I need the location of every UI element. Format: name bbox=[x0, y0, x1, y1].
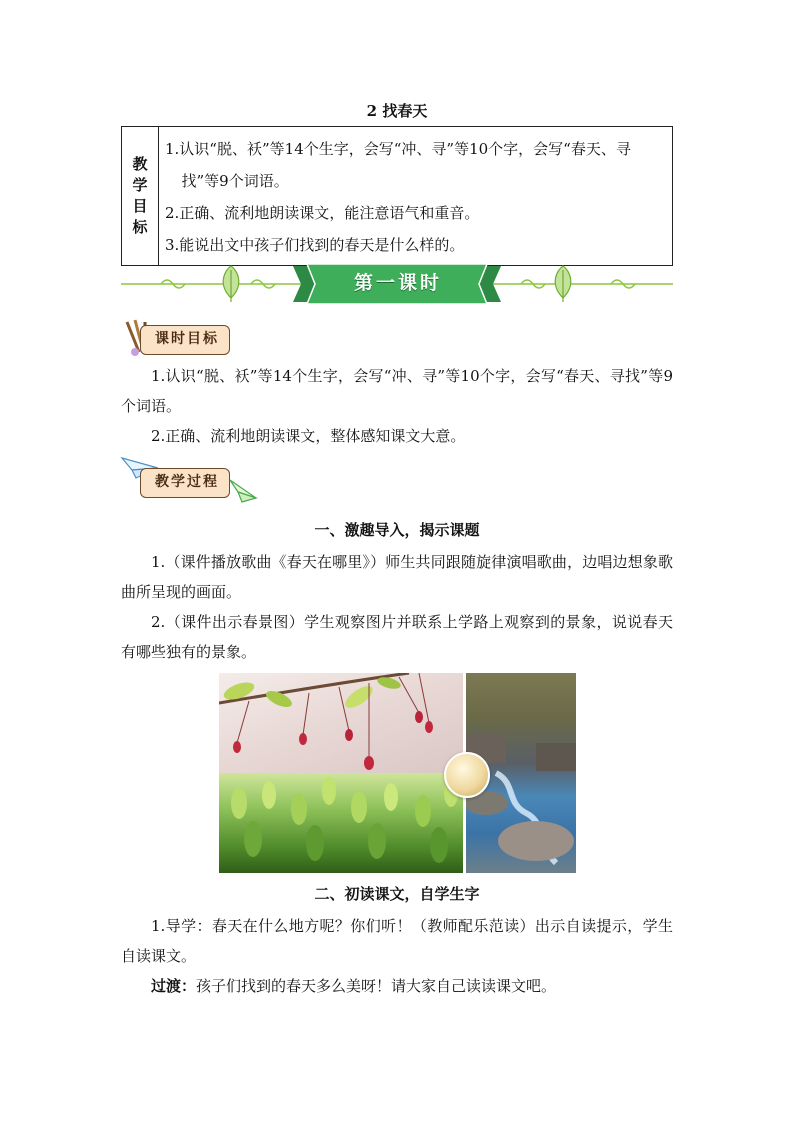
lesson-goal-paragraph: 2.正确、流利地朗读课文，整体感知课文大意。 bbox=[151, 427, 466, 445]
leaf-icon bbox=[223, 266, 239, 302]
process-paragraph: 1.导学：春天在什么地方呢？你们听！（教师配乐范读）出示自读提示，学生自读课文。 bbox=[121, 917, 673, 965]
goals-header-char: 教 bbox=[132, 155, 148, 173]
transition-label: 过渡： bbox=[151, 977, 197, 995]
gramophone-badge-icon bbox=[444, 752, 490, 798]
lesson-goal-paragraph: 1.认识“脱、袄”等14个生字，会写“冲、寻”等10个字，会写“春天、寻找”等9个词语。 bbox=[121, 367, 673, 415]
goals-header-cell bbox=[122, 127, 159, 266]
teaching-goals-table bbox=[121, 126, 673, 266]
process-paragraph: 2.（课件出示春景图）学生观察图片并联系上学路上观察到的景象，说说春天有哪些独有的景象。 bbox=[121, 613, 673, 661]
process-paragraph: 1.（课件播放歌曲《春天在哪里》）师生共同跟随旋律演唱歌曲，边唱边想象歌曲所呈现的画面。 bbox=[121, 553, 673, 601]
goal-item: 1.认识“脱、袄”等14个生字，会写“冲、寻”等10个字，会写“春天、寻找”等9个词语。 bbox=[165, 140, 631, 190]
goals-header-char: 标 bbox=[132, 218, 148, 236]
tea-leaves-photo bbox=[219, 773, 463, 873]
page-title: 2 找春天 bbox=[366, 102, 428, 120]
paper-plane-icon bbox=[228, 478, 258, 504]
leaf-icon bbox=[555, 266, 571, 302]
goals-header-char: 目 bbox=[132, 197, 148, 215]
lesson-banner-label: 第一课时 bbox=[353, 272, 442, 294]
section-heading-2: 二、初读课文，自学生字 bbox=[314, 885, 480, 903]
teaching-process-tag: 教学过程 bbox=[140, 468, 230, 498]
transition-text: 孩子们找到的春天多么美呀！请大家自己读读课文吧。 bbox=[196, 977, 557, 995]
section-heading-1: 一、激趣导入，揭示课题 bbox=[314, 521, 480, 539]
spring-flowers-photo bbox=[219, 673, 463, 773]
goal-item: 2.正确、流利地朗读课文，能注意语气和重音。 bbox=[165, 204, 480, 222]
goals-header-char: 学 bbox=[132, 176, 148, 194]
transition-paragraph bbox=[121, 971, 673, 1001]
goal-item: 3.能说出文中孩子们找到的春天是什么样的。 bbox=[165, 236, 465, 254]
lesson-goals-tag: 课时目标 bbox=[140, 325, 230, 355]
goals-body-cell bbox=[159, 127, 673, 266]
